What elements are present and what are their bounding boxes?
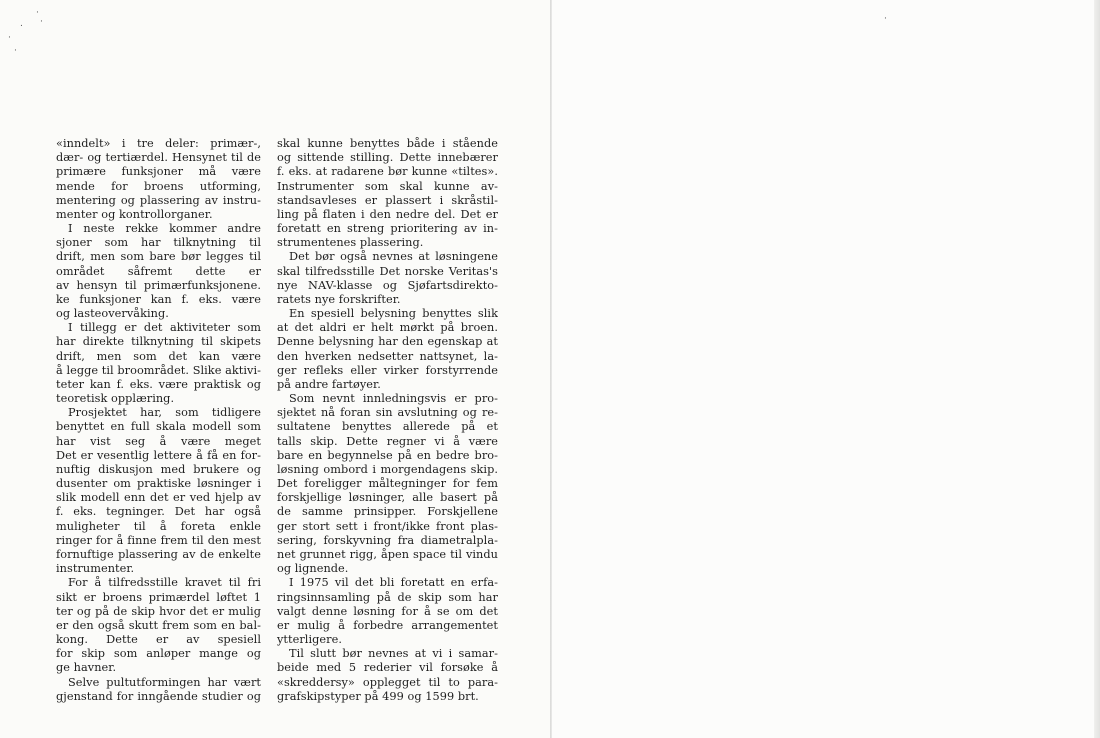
text-line: talls skip. Dette regner vi å være (277, 434, 498, 448)
text-line: kong. Dette er av spesiell (56, 633, 261, 647)
text-line: muligheter til å foreta enkle (56, 519, 261, 533)
text-line: «inndelt» i tre deler: primær-, (56, 137, 261, 150)
scan-speck: · (40, 17, 43, 27)
text-line: drift, men som det kan være (56, 349, 261, 363)
text-line: instrumenter. (56, 562, 135, 576)
text-line: ger refleks eller virker forstyrrende (277, 363, 498, 377)
text-line: teter kan f. eks. være praktisk og (56, 377, 261, 391)
scan-speck: · (884, 14, 887, 24)
text-line: Som nevnt innledningsvis er pro- (289, 392, 498, 406)
text-line: foretatt en streng prioritering av in- (277, 222, 498, 236)
left-text-column (56, 137, 261, 704)
text-line: den hverken nedsetter nattsynet, la- (277, 349, 498, 363)
text-line: løsning ombord i morgendagens skip. (277, 462, 498, 476)
text-line: bare en begynnelse på en bedre bro- (277, 448, 498, 462)
text-line: sultatene benyttes allerede på et (277, 420, 498, 434)
text-line: grafskipstyper på 499 og 1599 brt. (277, 689, 479, 703)
text-line: Prosjektet har, som tidligere (68, 406, 261, 420)
text-line: forskjellige løsninger, alle basert på (277, 491, 498, 505)
scan-speck: · (36, 8, 39, 18)
text-line: nye NAV-klasse og Sjøfartsdirekto- (277, 278, 498, 292)
text-line: «skreddersy» opplegget til to para- (277, 675, 498, 689)
text-line: ringsinnsamling på de skip som har (277, 590, 498, 604)
text-line: net grunnet rigg, åpen space til vindu (277, 547, 498, 561)
text-line: Til slutt bør nevnes at vi i samar- (289, 647, 498, 661)
text-line: nuftig diskusjon med brukere og (56, 462, 261, 476)
text-line: ke funksjoner kan f. eks. være (56, 292, 261, 306)
page-right-edge (1094, 0, 1100, 738)
text-line: mentering og plassering av instru- (56, 193, 261, 207)
text-line: sering, forskyvning fra diametralpla- (277, 533, 498, 547)
text-line: beide med 5 rederier vil forsøke å (277, 661, 498, 675)
text-line: gjenstand for inngående studier og (56, 689, 261, 703)
text-line: strumentenes plassering. (277, 236, 424, 250)
text-line: valgt denne løsning for å se om det (277, 604, 498, 618)
text-line: ge havner. (56, 661, 117, 675)
text-line: primære funksjoner må være (56, 165, 261, 179)
text-line: har direkte tilknytning til skipets (56, 335, 261, 349)
text-line: slik modell enn det er ved hjelp av (56, 491, 261, 505)
text-line: sikt er broens primærdel løftet 1 (56, 590, 261, 604)
text-line: av hensyn til primærfunksjonene. (56, 278, 261, 292)
text-line: menter og kontrollorganer. (56, 207, 213, 221)
text-line: for skip som anløper mange og (56, 647, 261, 661)
scan-speck: · (8, 33, 11, 43)
text-line: sjektet nå foran sin avslutning og re- (277, 406, 498, 420)
text-line: For å tilfredsstille kravet til fri (68, 576, 261, 590)
text-line: ratets nye forskrifter. (277, 292, 401, 306)
text-line: ter og på de skip hvor det er mulig (56, 604, 261, 618)
text-line: benyttet en full skala modell som (56, 420, 261, 434)
text-line: Det er vesentlig lettere å få en for- (56, 448, 261, 462)
text-line: I tillegg er det aktiviteter som (68, 321, 261, 335)
text-line: Selve pultutformingen har vært (68, 675, 261, 689)
text-line: f. eks. tegninger. Det har også (56, 505, 261, 519)
text-line: området såfremt dette er (56, 264, 261, 278)
text-line: ytterligere. (277, 633, 342, 647)
text-line: dær- og tertiærdel. Hensynet til de (56, 151, 261, 165)
text-line: og sittende stilling. Dette innebærer (277, 151, 498, 165)
text-line: at det aldri er helt mørkt på broen. (277, 321, 498, 335)
text-line: sjoner som har tilknytning til (56, 236, 261, 250)
text-line: og lasteovervåking. (56, 307, 169, 321)
text-line: har vist seg å være meget (56, 434, 261, 448)
text-line: Instrumenter som skal kunne av- (277, 179, 498, 193)
text-line: ringer for å finne frem til den mest (56, 533, 261, 547)
text-line: er den også skutt frem som en bal- (56, 618, 261, 632)
scan-speck: . (20, 19, 23, 29)
page-fold-divider (550, 0, 552, 738)
text-line: ger stort sett i front/ikke front plas- (277, 519, 498, 533)
text-line: fornuftige plassering av de enkelte (56, 547, 261, 561)
right-page-blank (552, 0, 1100, 738)
text-line: Det bør også nevnes at løsningene (289, 250, 498, 264)
text-line: standsavleses er plassert i skråstil- (277, 193, 498, 207)
text-line: I neste rekke kommer andre (68, 222, 261, 236)
text-line: å legge til broområdet. Slike aktivi- (56, 363, 261, 377)
text-line: drift, men som bare bør legges til (56, 250, 261, 264)
text-line: er mulig å forbedre arrangementet (277, 618, 498, 632)
text-line: En spesiell belysning benyttes slik (289, 307, 498, 321)
text-line: teoretisk opplæring. (56, 392, 175, 406)
right-text-column (277, 137, 498, 704)
text-line: og lignende. (277, 562, 349, 576)
text-line: f. eks. at radarene bør kunne «tiltes». (277, 165, 498, 179)
text-line: ling på flaten i den nedre del. Det er (277, 207, 498, 221)
scan-speck: · (14, 46, 17, 56)
text-line: skal kunne benyttes både i stående (277, 137, 498, 150)
text-line: Det foreligger måltegninger for fem (277, 477, 498, 491)
text-line: skal tilfredsstille Det norske Veritas's (277, 264, 498, 278)
text-line: mende for broens utforming, (56, 179, 261, 193)
text-line: de samme prinsipper. Forskjellene (277, 505, 498, 519)
text-line: Denne belysning har den egenskap at (277, 335, 498, 349)
text-line: I 1975 vil det bli foretatt en erfa- (289, 576, 498, 590)
text-line: dusenter om praktiske løsninger i (56, 477, 261, 491)
text-line: på andre fartøyer. (277, 377, 381, 391)
